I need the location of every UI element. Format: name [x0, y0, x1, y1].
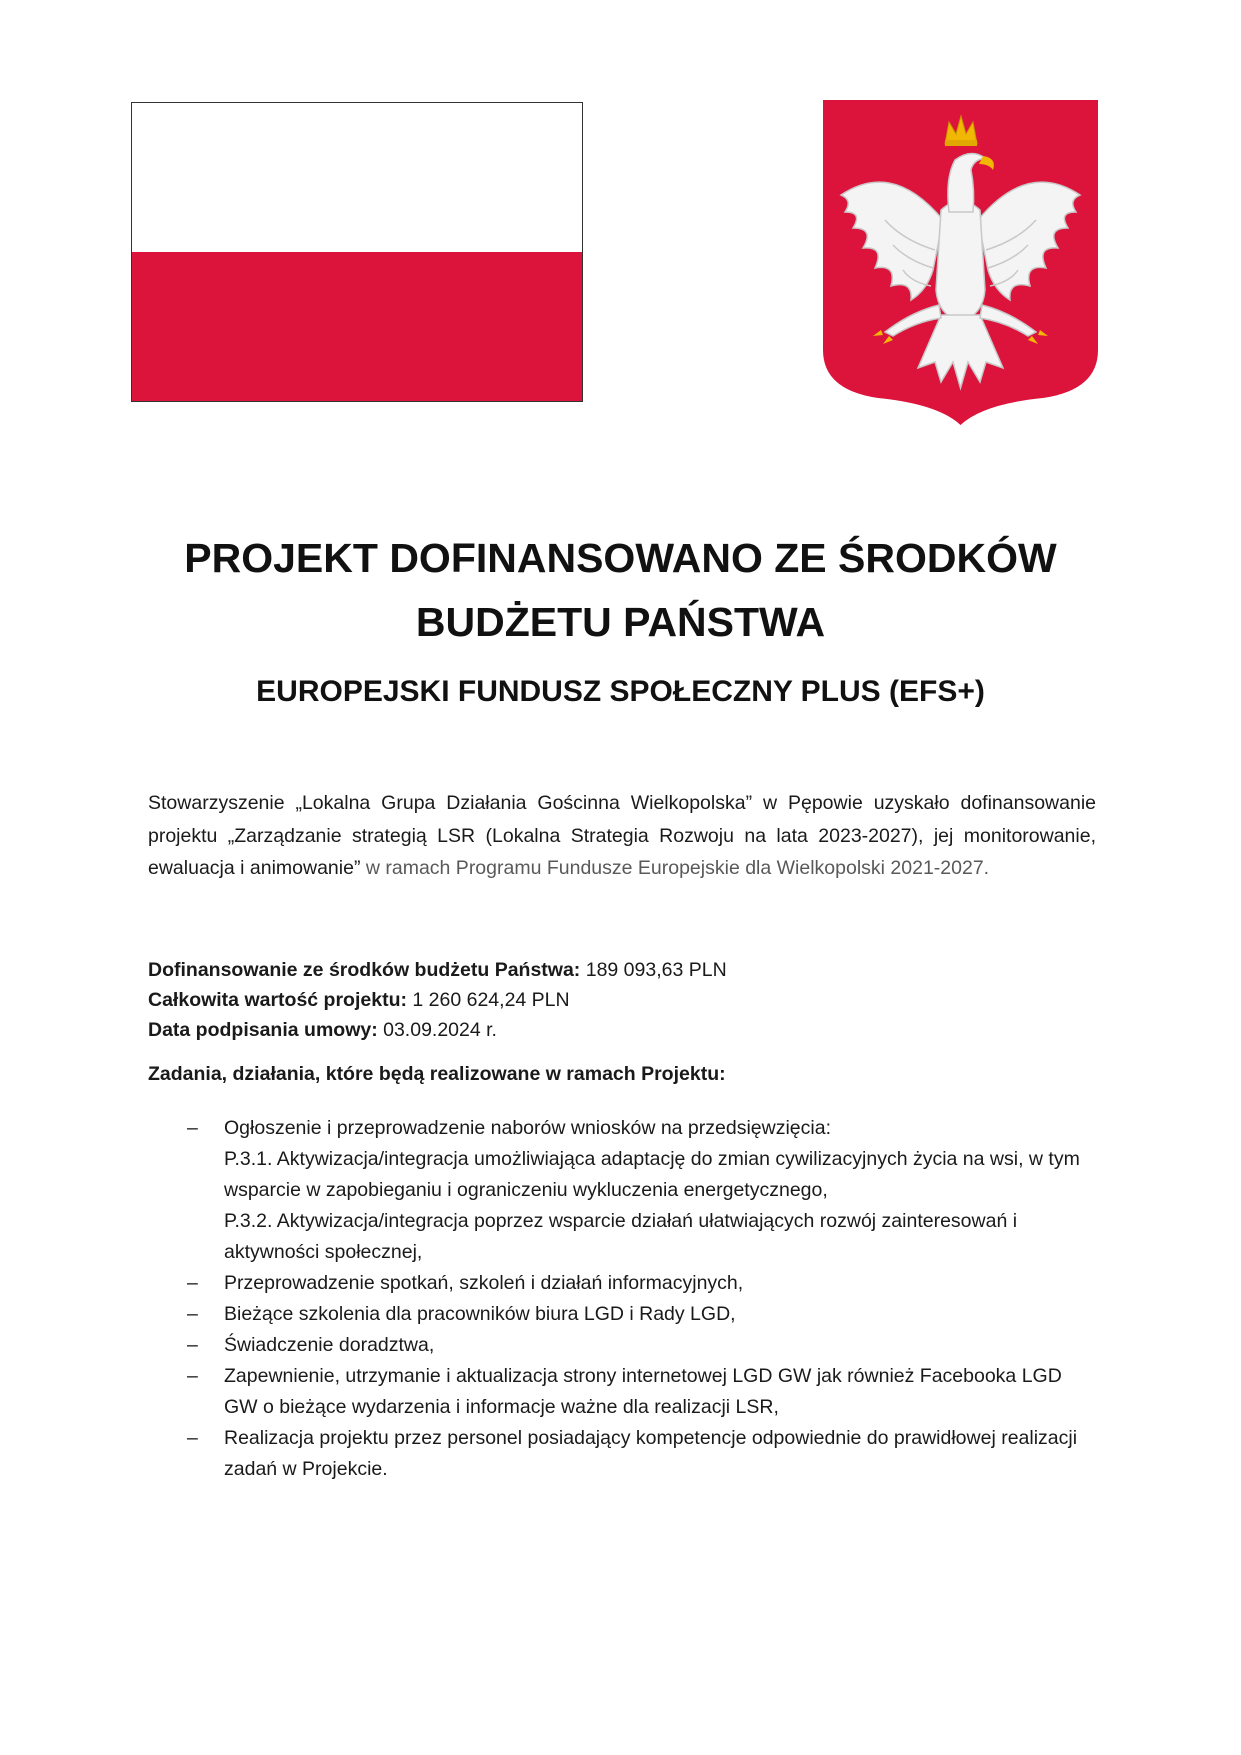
title-line-2: BUDŻETU PAŃSTWA [415, 599, 826, 645]
fact-value: 1 260 624,24 PLN [406, 989, 570, 1011]
fact-total-value [148, 985, 727, 1015]
flag-red-stripe [132, 252, 582, 401]
task-text: Zapewnienie, utrzymanie i aktualizacja strony internetowej LGD GW jak również Facebooka LGD GW o bieżące wydarzenia i informacje ważne dla realizacji LSR, [224, 1365, 1062, 1418]
task-text: Bieżące szkolenia dla pracowników biura LGD i Rady LGD, [224, 1303, 736, 1325]
list-item [148, 1423, 1096, 1485]
intro-main-text: Stowarzyszenie „Lokalna Grupa Działania Gościnna Wielkopolska” w Pępowie uzyskało dofinansowanie projektu „Zarządzanie strategią LSR (Lokalna Strategia Rozwoju na lata 2023-2027), jej monitorowanie, ewaluacja i animowanie” [148, 792, 1096, 879]
list-item [148, 1113, 1096, 1268]
intro-paragraph [148, 787, 1096, 885]
task-text: Realizacja projektu przez personel posiadający kompetencje odpowiednie do prawidłowej realizacji zadań w Projekcie. [224, 1427, 1078, 1480]
list-item [148, 1361, 1096, 1423]
page-title [0, 526, 1241, 654]
tasks-heading: Zadania, działania, które będą realizowane w ramach Projektu: [148, 1063, 726, 1085]
dash-bullet-icon: – [187, 1365, 198, 1387]
list-item [148, 1330, 1096, 1361]
fact-funding [148, 955, 727, 985]
intro-program-text: w ramach Programu Fundusze Europejskie dla Wielkopolski 2021-2027. [360, 857, 990, 879]
dash-bullet-icon: – [187, 1334, 198, 1356]
tasks-list [148, 1113, 1096, 1485]
fact-label: Data podpisania umowy: [148, 1019, 378, 1041]
task-subitem: P.3.1. Aktywizacja/integracja umożliwiająca adaptację do zmian cywilizacyjnych życia na wsi, w tym wsparcie w zapobieganiu i ograniczeniu wykluczenia energetycznego, [224, 1148, 1080, 1201]
dash-bullet-icon: – [187, 1117, 198, 1139]
dash-bullet-icon: – [187, 1427, 198, 1449]
fact-signing-date [148, 1015, 727, 1045]
polish-flag [131, 102, 583, 402]
project-facts [148, 955, 727, 1045]
task-subitem: P.3.2. Aktywizacja/integracja poprzez wsparcie działań ułatwiających rozwój zainteresowań i aktywności społecznej, [224, 1210, 1018, 1263]
task-text: Przeprowadzenie spotkań, szkoleń i działań informacyjnych, [224, 1272, 744, 1294]
subtitle: EUROPEJSKI FUNDUSZ SPOŁECZNY PLUS (EFS+) [256, 675, 985, 708]
flag-white-stripe [132, 103, 582, 252]
fact-label: Dofinansowanie ze środków budżetu Państwa: [148, 959, 581, 981]
coat-of-arms-eagle-icon [823, 100, 1098, 425]
dash-bullet-icon: – [187, 1303, 198, 1325]
task-text: Ogłoszenie i przeprowadzenie naborów wniosków na przedsięwzięcia: [224, 1117, 831, 1139]
title-line-1: PROJEKT DOFINANSOWANO ZE ŚRODKÓW [184, 535, 1057, 581]
fact-value: 03.09.2024 r. [377, 1019, 497, 1041]
list-item [148, 1299, 1096, 1330]
fact-value: 189 093,63 PLN [580, 959, 727, 981]
task-text: Świadczenie doradztwa, [224, 1334, 435, 1356]
fact-label: Całkowita wartość projektu: [148, 989, 407, 1011]
dash-bullet-icon: – [187, 1272, 198, 1294]
list-item [148, 1268, 1096, 1299]
